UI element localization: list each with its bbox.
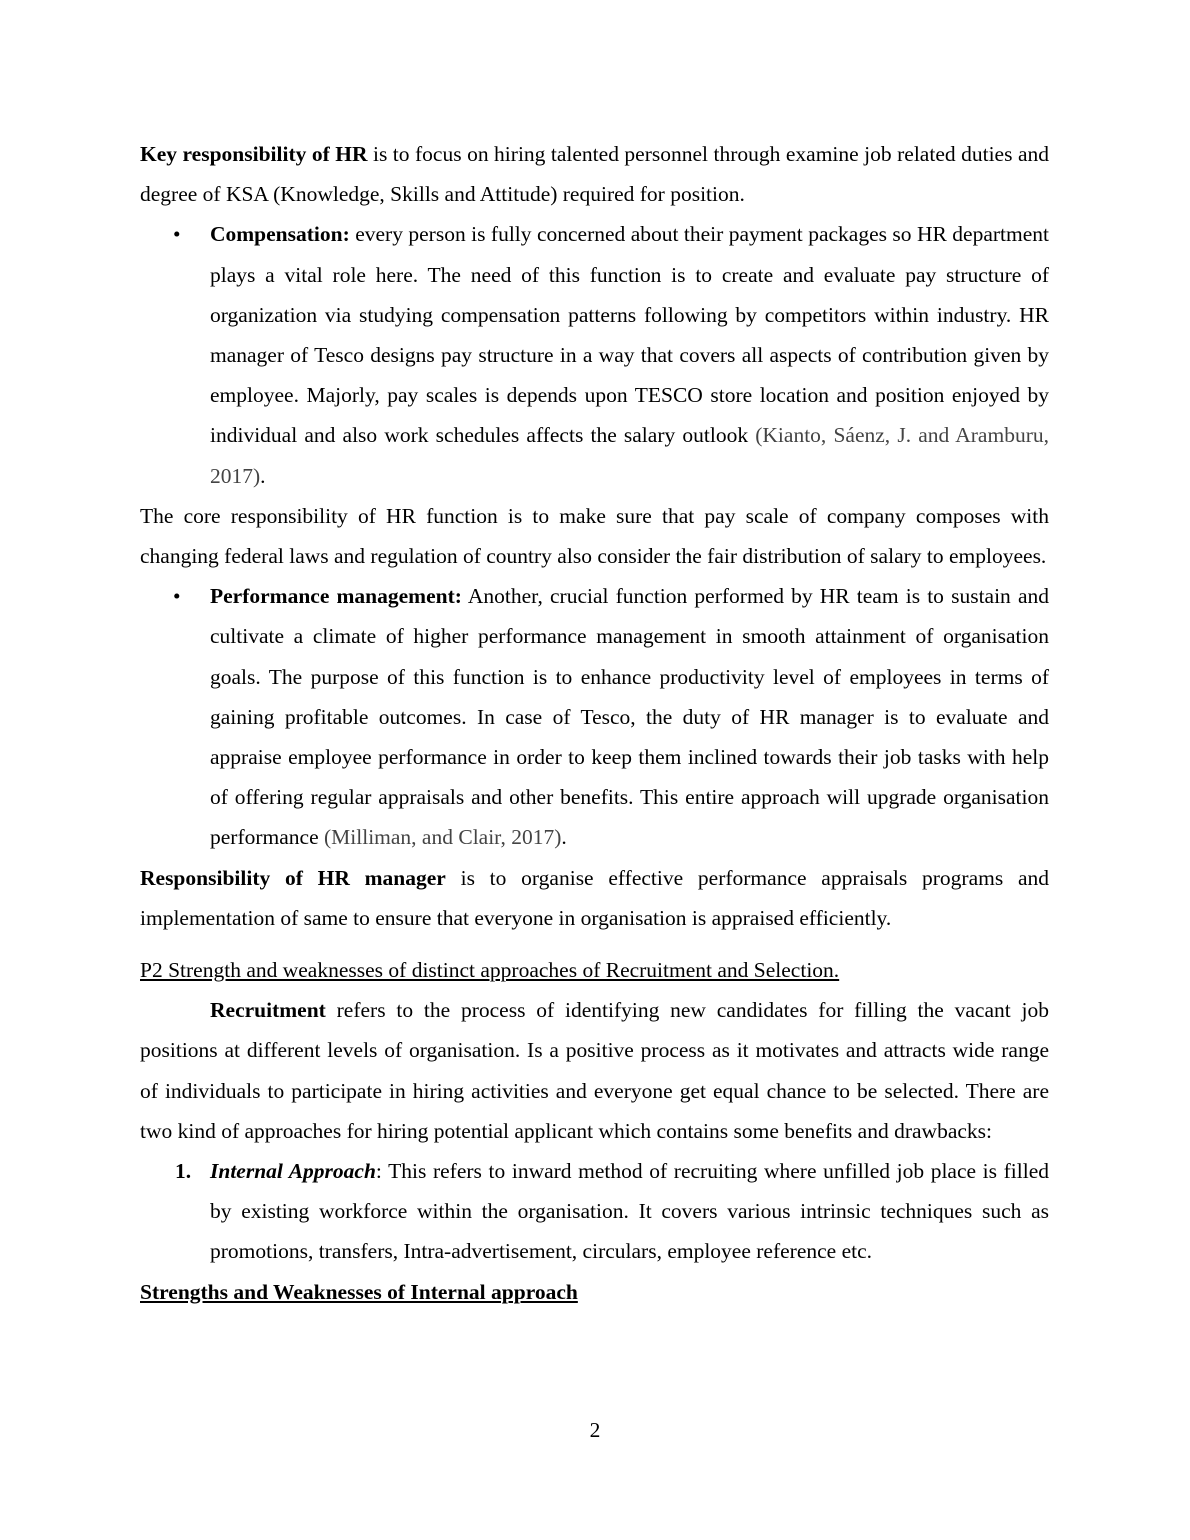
manager-bold: Responsibility of HR manager [140, 865, 446, 890]
list-item-internal-approach [140, 1151, 1049, 1272]
page-number: 2 [589, 1418, 601, 1442]
compensation-label: Compensation: [210, 222, 350, 247]
internal-text: : This refers to inward method of recruiting where unfilled job place is filled by existing workforce within the organisation. It covers various intrinsic techniques such as promotions, transfers, Intra-advertisement, circulars, employee reference etc. [210, 1159, 1049, 1264]
performance-citation: (Milliman, and Clair, 2017) [324, 825, 562, 850]
list-item-compensation [140, 214, 1049, 495]
recruitment-text: refers to the process of identifying new candidates for filling the vacant job positions at different levels of organisation. Is a positive process as it motivates and attracts wide range of individuals to participate in hiring activities and everyone get equal chance to be selected. There are two kind of approaches for hiring potential applicant which contains some benefits and drawbacks: [140, 998, 1049, 1143]
list-item-performance [140, 576, 1049, 857]
compensation-end: . [260, 463, 266, 488]
core-responsibility-paragraph: The core responsibility of HR function is to make sure that pay scale of company composes with changing federal laws and regulation of country also consider the fair distribution of salary to employees. [140, 503, 1049, 569]
bullet-icon: • [173, 584, 181, 609]
performance-list [140, 576, 1049, 857]
performance-label: Performance management: [210, 584, 462, 609]
recruitment-paragraph [140, 990, 1049, 1151]
compensation-text: every person is fully concerned about their payment packages so HR department plays a vital role here. The need of this function is to create and evaluate pay structure of organization via studying compensation patterns following by competitors within industry. HR manager of Tesco designs pay structure in a way that covers all aspects of contribution given by employee. Majorly, pay scales is depends upon TESCO store location and position enjoyed by individual and also work schedules affects the salary outlook [210, 222, 1049, 448]
intro-text: is to focus on hiring talented personnel through examine job related duties and degree of KSA (Knowledge, Skills and Attitude) required for position. [140, 142, 1049, 207]
compensation-citation: (Kianto, Sáenz, J. and Aramburu, 2017) [210, 423, 1049, 488]
recruitment-bold: Recruitment [210, 998, 326, 1023]
performance-end: . [561, 825, 567, 850]
manager-paragraph [140, 858, 1049, 938]
intro-paragraph [140, 134, 1049, 214]
p2-heading: P2 Strength and weaknesses of distinct approaches of Recruitment and Selection. [140, 958, 840, 983]
manager-text: is to organise effective performance appraisals programs and implementation of same to ensure that everyone in organisation is appraised efficiently. [140, 865, 1049, 930]
performance-text: Another, crucial function performed by HR team is to sustain and cultivate a climate of higher performance management in smooth attainment of organisation goals. The purpose of this function is to enhance productivity level of employees in terms of gaining profitable outcomes. In case of Tesco, the duty of HR manager is to evaluate and appraise employee performance in order to keep them inclined towards their job tasks with help of offering regular appraisals and other benefits. This entire approach will upgrade organisation performance [210, 584, 1049, 850]
intro-bold: Key responsibility of HR [140, 142, 368, 166]
approach-list [140, 1151, 1049, 1272]
compensation-list [140, 214, 1049, 495]
bullet-icon: • [173, 222, 181, 247]
page-body [140, 134, 1049, 1312]
strengths-heading: Strengths and Weaknesses of Internal approach [140, 1279, 578, 1304]
list-number: 1. [175, 1159, 192, 1184]
internal-label: Internal Approach [210, 1159, 376, 1184]
